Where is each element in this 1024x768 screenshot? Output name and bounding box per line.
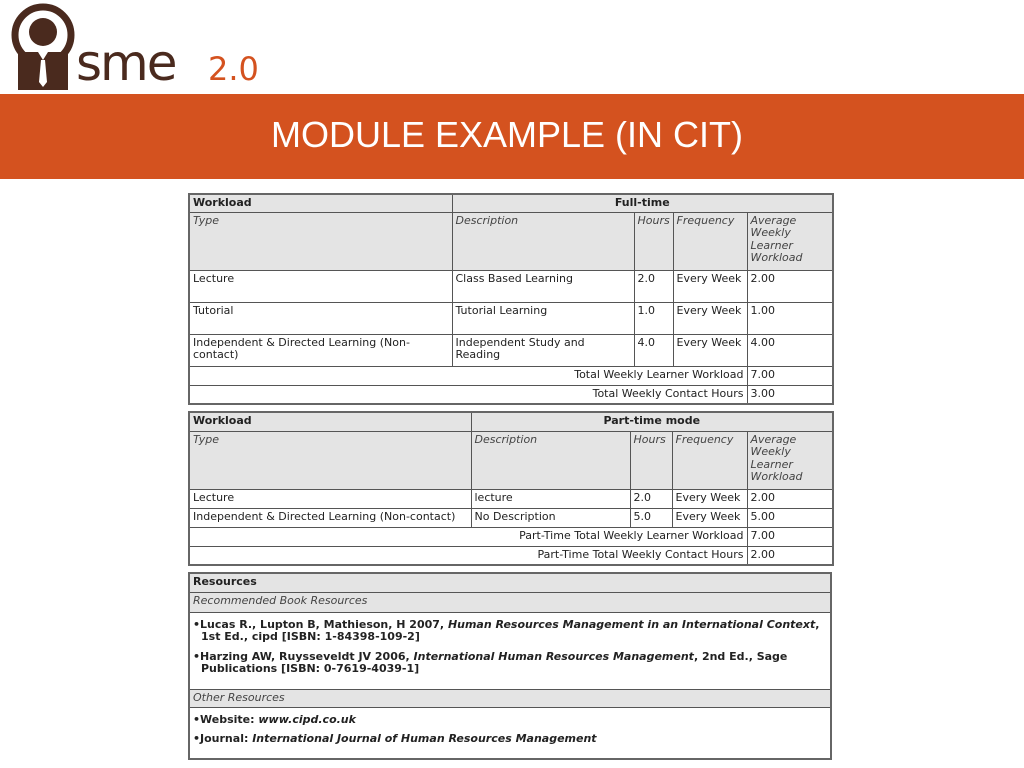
header-cell: Full-time (452, 194, 833, 212)
total-row (189, 385, 833, 404)
column-header: Type (189, 212, 452, 270)
cell: 1.0 (634, 302, 673, 334)
cell: Every Week (672, 489, 747, 508)
cell: Every Week (673, 302, 747, 334)
journal-item: •Journal: International Journal of Human Resources Management (193, 732, 597, 745)
total-label: Total Weekly Learner Workload (189, 366, 747, 385)
table-row (189, 334, 833, 366)
cell: 4.00 (747, 334, 833, 366)
cell: 2.0 (630, 489, 672, 508)
column-header: Average Weekly Learner Workload (747, 212, 833, 270)
cell: lecture (471, 489, 630, 508)
cell: Lecture (189, 489, 471, 508)
cell: 1.00 (747, 302, 833, 334)
website-item: •Website: www.cipd.co.uk (193, 712, 356, 726)
cell: 5.00 (747, 508, 833, 527)
table-row (189, 302, 833, 334)
cell: 5.0 (630, 508, 672, 527)
title-banner (0, 94, 1024, 179)
column-header: Average Weekly Learner Workload (747, 431, 833, 489)
table-row (189, 270, 833, 302)
column-header: Description (452, 212, 634, 270)
total-label: Total Weekly Contact Hours (189, 385, 747, 404)
column-header: Type (189, 431, 471, 489)
cell: Independent & Directed Learning (Non-contact) (189, 508, 471, 527)
total-value: 7.00 (747, 527, 833, 546)
header-cell: Part-time mode (471, 412, 833, 431)
resources-table (188, 572, 832, 760)
book-item: •Lucas R., Lupton B, Mathieson, H 2007, Human Resources Management in an International Context, 1st Ed., cipd [ISBN: 1-84398-109-2] (193, 617, 820, 643)
cell: Every Week (673, 270, 747, 302)
column-header: Description (471, 431, 630, 489)
table-row (189, 508, 833, 527)
cell: Every Week (672, 508, 747, 527)
total-row (189, 546, 833, 565)
column-header: Hours (630, 431, 672, 489)
book-resources-label: Recommended Book Resources (189, 592, 831, 612)
cell: Tutorial (189, 302, 452, 334)
sme-logo (10, 2, 280, 94)
other-resources-label: Other Resources (189, 689, 831, 707)
total-row (189, 366, 833, 385)
cell: Lecture (189, 270, 452, 302)
total-label: Part-Time Total Weekly Learner Workload (189, 527, 747, 546)
cell: Every Week (673, 334, 747, 366)
total-row (189, 527, 833, 546)
cell: Independent & Directed Learning (Non-contact) (189, 334, 452, 366)
column-header: Hours (634, 212, 673, 270)
total-value: 2.00 (747, 546, 833, 565)
column-header: Frequency (672, 431, 747, 489)
cell: No Description (471, 508, 630, 527)
cell: Tutorial Learning (452, 302, 634, 334)
parttime-workload-table (188, 411, 834, 566)
svg-text:sme: sme (76, 34, 176, 92)
cell: Class Based Learning (452, 270, 634, 302)
total-value: 3.00 (747, 385, 833, 404)
cell: 4.0 (634, 334, 673, 366)
cell: Independent Study and Reading (452, 334, 634, 366)
cell: 2.00 (747, 489, 833, 508)
slide-title: MODULE EXAMPLE (IN CIT) (270, 114, 744, 155)
fulltime-workload-table (188, 193, 834, 405)
cell: 2.0 (634, 270, 673, 302)
total-label: Part-Time Total Weekly Contact Hours (189, 546, 747, 565)
table-row (189, 489, 833, 508)
resources-header: Resources (189, 573, 831, 592)
book-item: •Harzing AW, Ruysseveldt JV 2006, International Human Resources Management, 2nd Ed., Sage Publications [ISBN: 0-7619-4039-1] (193, 649, 788, 675)
total-value: 7.00 (747, 366, 833, 385)
svg-text:2.0: 2.0 (208, 50, 259, 88)
header-cell: Workload (189, 412, 471, 431)
column-header: Frequency (673, 212, 747, 270)
header-cell: Workload (189, 194, 452, 212)
cell: 2.00 (747, 270, 833, 302)
